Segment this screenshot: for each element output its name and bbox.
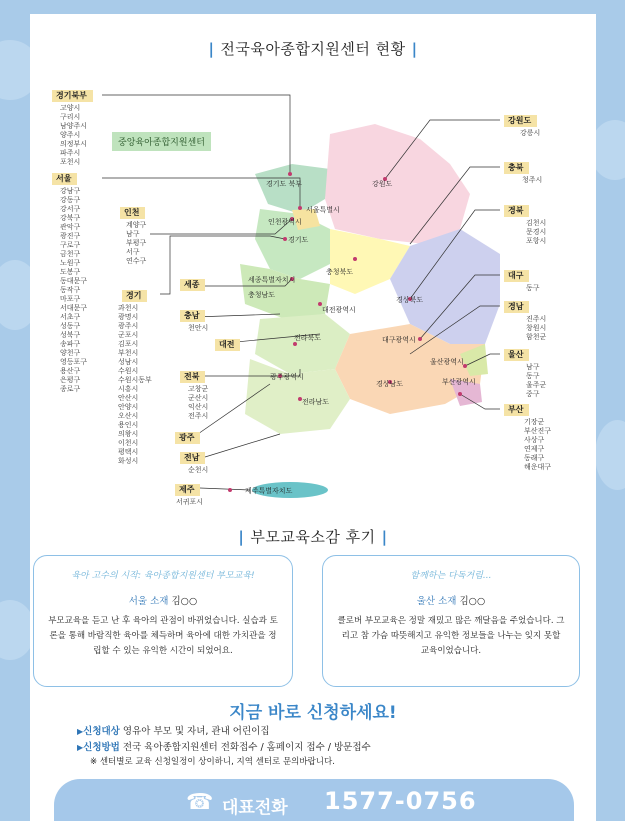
korea-map — [30, 14, 596, 514]
region-list-jeonnam: 순천시 — [188, 466, 209, 474]
region-gangwon — [325, 124, 470, 244]
region-tag-gangwon: 강원도 — [504, 115, 537, 127]
map-label-daejeon: 대전광역시 — [322, 306, 356, 314]
region-list-busan: 기장군 부산진구 사상구 연제구 동래구 해운대구 — [524, 418, 552, 471]
region-tag-busan: 부산 — [504, 404, 529, 416]
map-label-gyeonggi: 경기도 — [288, 236, 309, 244]
region-list-chungnam: 천안시 — [188, 324, 209, 332]
apply-note: ※ 센터별로 교육 신청일정이 상이하니, 지역 센터로 문의바랍니다. — [90, 757, 335, 767]
map-label-daegu: 대구광역시 — [382, 336, 416, 344]
apply-target: ▶신청대상 영유아 부모 및 자녀, 관내 어린이집 — [77, 726, 270, 737]
map-label-gwangju: 광주광역시 — [270, 373, 304, 381]
phone-icon: ☎ — [186, 790, 214, 815]
region-list-seoul: 강남구 강동구 강서구 강북구 관악구 광진구 구로구 금천구 노원구 도봉구 동대문구 동작구 마포구 서대문구 서초구 성동구 성북구 송파구 양천구 영등포구 용산구 은평구 종로구 — [60, 187, 88, 393]
map-label-incheon: 인천광역시 — [268, 218, 302, 226]
map-label-busan: 부산광역시 — [442, 378, 476, 386]
region-tag-jeonbuk: 전북 — [180, 371, 205, 383]
map-label-gyeongnam: 경상남도 — [376, 380, 404, 388]
region-list-jeju: 서귀포시 — [176, 498, 204, 506]
review-card-seoul — [33, 555, 293, 687]
map-label-seoul: 서울특별시 — [306, 206, 340, 214]
phone-label: 대표전화 — [222, 798, 288, 818]
review-headline: 육아 고수의 시작: 육아종합지원센터 부모교육! — [71, 571, 255, 581]
map-label-jeju: 제주특별자치도 — [245, 487, 293, 495]
phone-banner[interactable] — [54, 779, 574, 821]
review-section-title: | 부모교육소감 후기 | — [238, 528, 388, 546]
review-body: 부모교육을 듣고 난 후 육아의 관점이 바뀌었습니다. 실습과 토론을 통해 바람직한 육아를 체득하며 육아에 대한 가치관을 정립할 수 있는 유익한 시간이 되었어요. — [48, 616, 278, 656]
review-author: 서울 소재 김○○ — [128, 596, 198, 607]
region-list-gyeongnam: 진주시 창원시 함천군 — [526, 315, 547, 341]
apply-method: ▶신청방법 전국 육아종합지원센터 전화접수 / 홈페이지 접수 / 방문접수 — [77, 742, 371, 753]
region-tag-gyeongnam: 경남 — [504, 301, 529, 313]
region-tag-ulsan: 울산 — [504, 349, 529, 361]
review-card-ulsan — [322, 555, 580, 687]
region-list-jeonbuk: 고창군 군산시 익산시 전주시 — [188, 385, 209, 420]
region-list-incheon: 계양구 남구 부평구 서구 연수구 — [126, 221, 147, 265]
map-label-gyeonggi-north: 경기도 북부 — [266, 180, 303, 188]
review-body: 클로버 부모교육은 정말 재밌고 많은 깨달음을 주었습니다. 그리고 참 가슴 따뜻해지고 유익한 정보들을 나누는 잊지 못할 교육이었습니다. — [337, 616, 565, 656]
map-label-sejong: 세종특별자치시 — [248, 276, 296, 284]
region-list-ulsan: 남구 동구 울주군 중구 — [526, 363, 547, 398]
region-tag-gyeonggi: 경기 — [122, 290, 147, 302]
map-label-chungnam: 충청남도 — [248, 291, 276, 299]
region-tag-gyeonggi-north: 경기북부 — [52, 90, 93, 102]
region-list-chungbuk: 청주시 — [522, 176, 543, 184]
region-tag-daegu: 대구 — [504, 270, 529, 282]
map-label-jeonnam: 전라남도 — [302, 398, 330, 406]
flyer-sheet — [30, 14, 596, 821]
region-tag-incheon: 인천 — [120, 207, 145, 219]
region-list-gangwon: 강릉시 — [520, 129, 541, 137]
region-tag-chungnam: 충남 — [180, 310, 205, 322]
map-label-ulsan: 울산광역시 — [430, 358, 464, 366]
region-list-daegu: 동구 — [526, 284, 540, 292]
map-label-gyeongbuk: 경상북도 — [396, 296, 424, 304]
region-tag-sejong: 세종 — [180, 279, 205, 291]
region-jeonbuk — [255, 314, 350, 374]
phone-number[interactable]: 1577-0756 — [324, 787, 477, 815]
central-center-badge: 중앙육아종합지원센터 — [112, 132, 211, 151]
region-tag-daejeon: 대전 — [215, 339, 240, 351]
map-label-jeonbuk: 전라북도 — [294, 334, 322, 342]
map-label-chungbuk: 충청북도 — [326, 268, 354, 276]
map-label-gangwon: 강원도 — [372, 180, 393, 188]
review-headline: 함께하는 다독거림... — [410, 571, 492, 581]
region-tag-chungbuk: 충북 — [504, 162, 529, 174]
region-tag-gyeongbuk: 경북 — [504, 205, 529, 217]
region-tag-seoul: 서울 — [52, 173, 77, 185]
map-section-title: | 전국육아종합지원센터 현황 | — [208, 40, 418, 58]
region-list-gyeonggi-north: 고양시 구리시 남양주시 양주시 의정부시 파주시 포천시 — [60, 104, 88, 166]
region-tag-jeonnam: 전남 — [180, 452, 205, 464]
region-list-gyeonggi: 과천시 광명시 광주시 군포시 김포시 부천시 성남시 수원시 수원시동부 시흥시 안산시 안양시 오산시 용인시 의왕시 이천시 평택시 화성시 — [118, 304, 152, 465]
review-author: 울산 소재 김○○ — [416, 596, 486, 607]
apply-headline: 지금 바로 신청하세요! — [229, 703, 397, 723]
region-tag-gwangju: 광주 — [175, 432, 200, 444]
region-tag-jeju: 제주 — [175, 484, 200, 496]
region-list-gyeongbuk: 김천시 문경시 포항시 — [526, 219, 547, 245]
